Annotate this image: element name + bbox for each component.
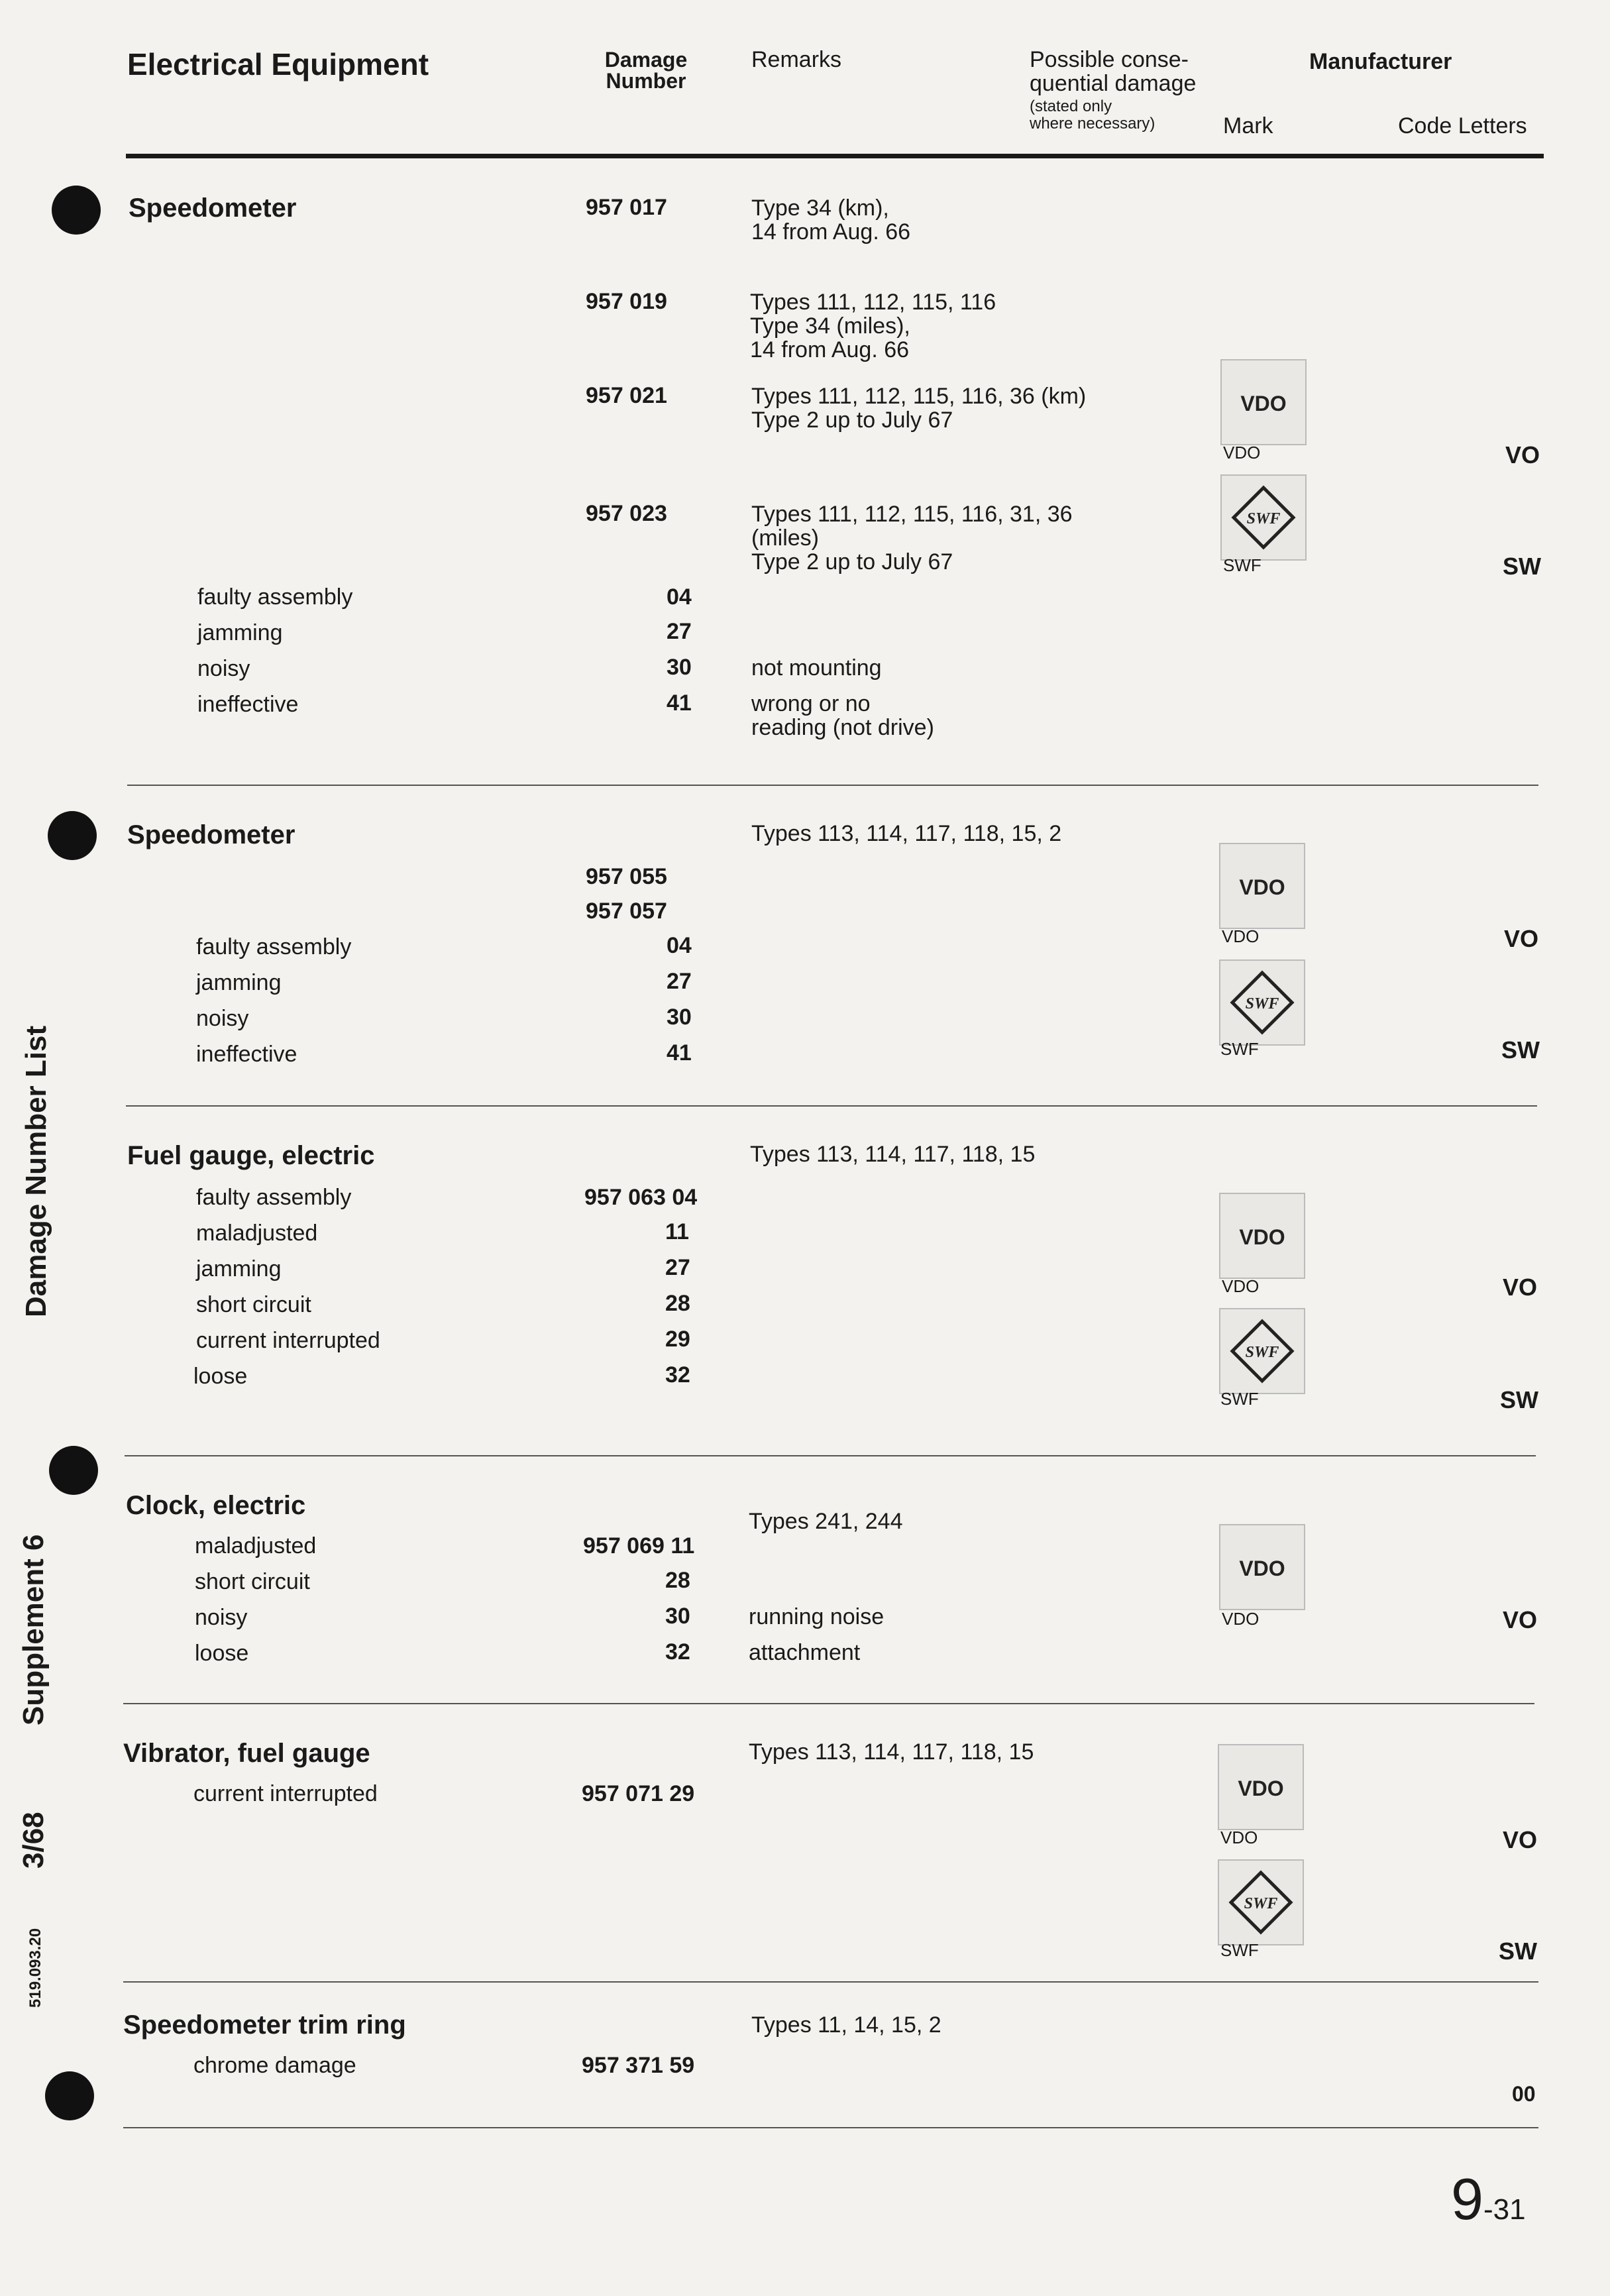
damage-number: 957 055: [586, 864, 667, 889]
damage-item: loose: [195, 1641, 249, 1666]
svg-text:VDO: VDO: [1238, 1777, 1284, 1800]
sidebar-supplement: Supplement 6: [17, 1534, 50, 1725]
mark-label: VDO: [1222, 1609, 1260, 1629]
swf-logo-icon: [1220, 474, 1307, 561]
sidebar-doc-number: 519.093.20: [27, 1928, 44, 2008]
mark-label: VDO: [1222, 926, 1260, 946]
binder-hole: [49, 1446, 98, 1495]
code-letters: VO: [1503, 1274, 1538, 1301]
damage-code: 11: [665, 1219, 689, 1244]
vdo-logo-icon: [1219, 843, 1305, 929]
svg-text:VDO: VDO: [1239, 1225, 1285, 1249]
damage-item: loose: [193, 1364, 248, 1389]
code-letters: VO: [1503, 1826, 1538, 1853]
item-remark: wrong or no reading (not drive): [751, 691, 934, 740]
damage-code: 27: [665, 1255, 690, 1280]
section-title: Vibrator, fuel gauge: [123, 1739, 370, 1768]
damage-code: 30: [667, 655, 692, 680]
code-letters-header: Code Letters: [1398, 113, 1527, 138]
section-divider: [123, 2127, 1538, 2128]
damage-item: short circuit: [196, 1292, 311, 1317]
svg-text:VDO: VDO: [1239, 1557, 1285, 1580]
damage-code: 957 071 29: [582, 1781, 695, 1806]
remark: Types 11, 14, 15, 2: [751, 2012, 941, 2038]
remark: Types 113, 114, 117, 118, 15: [750, 1142, 1036, 1167]
damage-item: chrome damage: [193, 2053, 356, 2078]
section-divider: [127, 785, 1538, 786]
mark-label: SWF: [1220, 1039, 1259, 1059]
manufacturer-header: Manufacturer: [1309, 49, 1452, 74]
mark-label: SWF: [1220, 1389, 1259, 1409]
damage-code: 32: [665, 1639, 690, 1665]
item-remark: running noise: [749, 1604, 885, 1629]
damage-code: 30: [667, 1005, 692, 1030]
code-letters: SW: [1500, 1386, 1538, 1413]
section-title: Speedometer: [129, 193, 297, 223]
remark: Types 111, 112, 115, 116, 36 (km) Type 2 up to July 67: [751, 384, 1087, 433]
damage-code: 27: [667, 619, 692, 644]
damage-item: maladjusted: [196, 1221, 318, 1246]
section-divider: [123, 1703, 1534, 1704]
code-letters: SW: [1501, 1036, 1540, 1064]
damage-item: noisy: [196, 1006, 249, 1031]
damage-code: 957 063 04: [584, 1185, 698, 1210]
code-letters: VO: [1504, 925, 1539, 952]
swf-logo-icon: [1219, 959, 1305, 1046]
code-letters: VO: [1503, 1606, 1538, 1633]
possible-damage-header: Possible conse- quential damage (stated only where necessary): [1030, 47, 1197, 133]
vdo-logo-icon: [1219, 1193, 1305, 1279]
remark: Types 111, 112, 115, 116, 31, 36 (miles) Type 2 up to July 67: [751, 502, 1073, 574]
section-divider: [125, 1455, 1536, 1456]
damage-code: 32: [665, 1362, 690, 1388]
remark: Type 34 (km), 14 from Aug. 66: [751, 195, 911, 245]
section-title: Fuel gauge, electric: [127, 1141, 375, 1170]
damage-code: 957 069 11: [583, 1533, 695, 1558]
page-number: 9-31: [1451, 2166, 1526, 2232]
vdo-logo-icon: [1218, 1744, 1304, 1830]
header-rule: [126, 154, 1544, 158]
svg-text:SWF: SWF: [1245, 1344, 1279, 1361]
code-letters: SW: [1499, 1938, 1537, 1965]
damage-item: current interrupted: [193, 1781, 378, 1806]
damage-code: 04: [667, 933, 692, 958]
sidebar-date: 3/68: [17, 1812, 50, 1869]
damage-code: 41: [667, 1040, 692, 1066]
damage-code: 41: [667, 690, 692, 716]
section-title: Speedometer trim ring: [123, 2010, 406, 2040]
section-title: Speedometer: [127, 820, 295, 849]
svg-text:VDO: VDO: [1239, 875, 1285, 899]
code-letters: SW: [1503, 553, 1541, 580]
remark: Types 113, 114, 117, 118, 15: [749, 1739, 1034, 1765]
remark: Types 111, 112, 115, 116 Type 34 (miles), 14 from Aug. 66: [750, 290, 996, 362]
damage-number: 957 021: [586, 383, 667, 408]
binder-hole: [45, 2071, 94, 2120]
damage-item: faulty assembly: [196, 934, 352, 959]
damage-item: jamming: [196, 1256, 282, 1282]
mark-label: VDO: [1222, 1276, 1260, 1296]
damage-item: jamming: [196, 970, 282, 995]
damage-code: 29: [665, 1327, 690, 1352]
damage-item: maladjusted: [195, 1533, 317, 1558]
binder-hole: [48, 811, 97, 860]
swf-logo-icon: [1218, 1859, 1304, 1945]
svg-text:SWF: SWF: [1245, 995, 1279, 1012]
code-letters: VO: [1505, 441, 1540, 468]
damage-item: ineffective: [197, 692, 299, 717]
damage-number: 957 017: [586, 195, 667, 220]
damage-number-header: Damage Number: [604, 48, 688, 93]
damage-item: noisy: [197, 656, 250, 681]
damage-code: 28: [665, 1568, 690, 1593]
remark: Types 113, 114, 117, 118, 15, 2: [751, 821, 1062, 846]
mark-header: Mark: [1223, 113, 1273, 138]
damage-code: 28: [665, 1291, 690, 1316]
damage-item: jamming: [197, 620, 283, 645]
svg-text:SWF: SWF: [1244, 1895, 1278, 1912]
section-title: Clock, electric: [126, 1491, 306, 1520]
sidebar-list-title: Damage Number List: [20, 1025, 52, 1317]
mark-label: SWF: [1220, 1940, 1259, 1960]
section-divider: [123, 1981, 1538, 1983]
damage-number: 957 019: [586, 289, 667, 314]
damage-code: 27: [667, 969, 692, 994]
remarks-header: Remarks: [751, 47, 842, 72]
damage-number: 957 023: [586, 501, 667, 526]
item-remark: attachment: [749, 1640, 861, 1665]
damage-code: 30: [665, 1604, 690, 1629]
svg-text:SWF: SWF: [1246, 510, 1281, 527]
damage-item: current interrupted: [196, 1328, 380, 1353]
damage-item: noisy: [195, 1605, 248, 1630]
damage-code: 957 371 59: [582, 2053, 695, 2078]
mark-label: SWF: [1223, 555, 1261, 575]
vdo-logo-icon: [1219, 1524, 1305, 1610]
damage-item: faulty assembly: [196, 1185, 352, 1210]
damage-item: ineffective: [196, 1042, 297, 1067]
damage-code: 04: [667, 584, 692, 610]
vdo-logo-icon: [1220, 359, 1307, 445]
damage-item: faulty assembly: [197, 584, 353, 610]
page-title: Electrical Equipment: [127, 47, 429, 82]
binder-hole: [52, 186, 101, 235]
svg-text:VDO: VDO: [1240, 392, 1287, 415]
mark-label: VDO: [1223, 443, 1261, 463]
code-letters: 00: [1512, 2082, 1536, 2106]
mark-label: VDO: [1220, 1828, 1258, 1847]
item-remark: not mounting: [751, 655, 882, 681]
swf-logo-icon: [1219, 1308, 1305, 1394]
section-divider: [126, 1105, 1537, 1107]
damage-number: 957 057: [586, 899, 667, 924]
remark: Types 241, 244: [749, 1509, 903, 1534]
damage-item: short circuit: [195, 1569, 310, 1594]
